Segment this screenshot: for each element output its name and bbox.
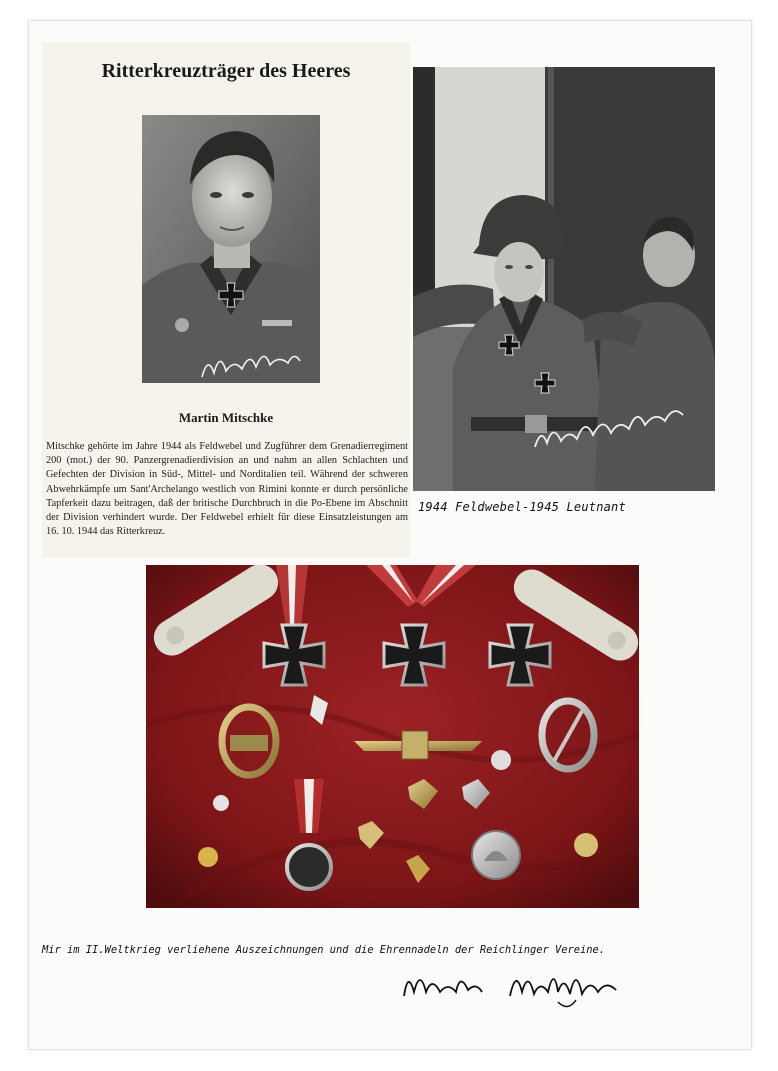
soldier-name: Martin Mitschke — [178, 410, 274, 425]
clipping-title: Ritterkreuzträger des Heeres — [101, 60, 351, 82]
biography-text: Mitschke gehörte im Jahre 1944 als Feldwebel und Zugführer dem Grenadierregiment 200 (mot.) der 90. Panzergrenadierdivision an und nahm an allen Schlachten und Gefechten der Division in Süd-, Mittel- und Norditalien teil. Während der schweren Abwehrkämpfe um Sant'Archelango westlich von Rimini konnte er durch persönliche Tapferkeit dazu beitragen, daß der britische Durchbruch in die Po-Ebene im Abschnitt der Division verhindert wurde. Der Feldwebel erhielt für diese Einsatzleistungen am 16. 10. 1944 das Ritterkreuz. — [46, 441, 408, 538]
ceremony-photo — [413, 67, 715, 491]
ceremony-caption: 1944 Feldwebel-1945 Leutnant — [418, 500, 626, 514]
medals-caption: Mir im II.Weltkrieg verliehene Auszeichnungen und die Ehrennadeln der Reichlinger Vereine. — [42, 944, 606, 956]
signature — [398, 962, 638, 1022]
portrait-photo — [142, 115, 320, 383]
medals-photo — [146, 565, 639, 908]
